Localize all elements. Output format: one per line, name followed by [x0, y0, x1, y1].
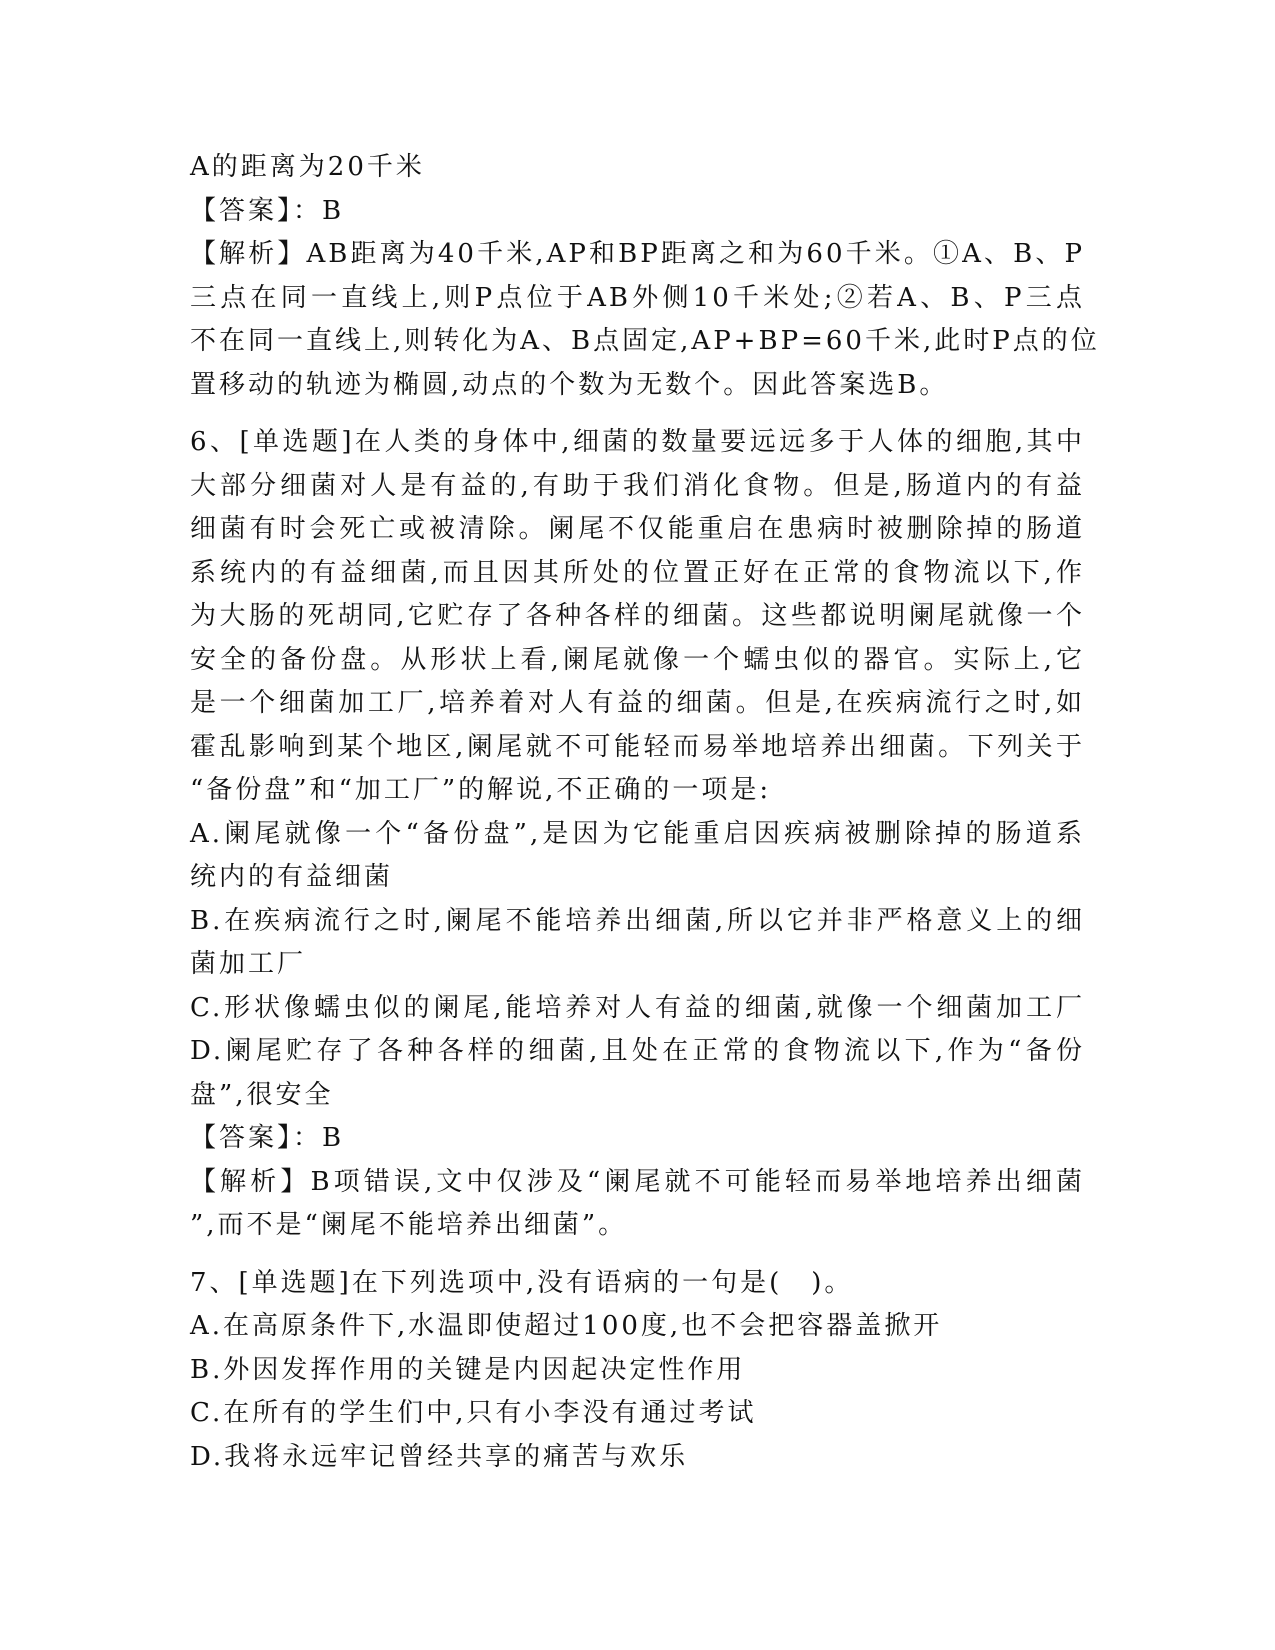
- q6-analysis-line: 【解析】B项错误,文中仅涉及“阑尾就不可能轻而易举地培养出细菌: [190, 1166, 1085, 1197]
- q6-option-d: D.阑尾贮存了各种各样的细菌,且处在正常的食物流以下,作为“备份: [190, 1036, 1085, 1066]
- q5-text-line: A的距离为20千米: [190, 152, 425, 182]
- q6-analysis-line: ”,而不是“阑尾不能培养出细菌”。: [190, 1210, 628, 1240]
- q6-stem-line: 系统内的有益细菌,而且因其所处的位置正好在正常的食物流以下,作: [190, 557, 1085, 588]
- q6-option-b-cont: 菌加工厂: [190, 949, 307, 979]
- q5-analysis-line: 置移动的轨迹为椭圆,动点的个数为无数个。因此答案选B。: [190, 369, 949, 400]
- q7-option-d: D.我将永远牢记曾经共享的痛苦与欢乐: [190, 1441, 689, 1472]
- question-6: [190, 421, 1085, 1248]
- q6-answer: 【答案】：B: [190, 1123, 345, 1153]
- q6-option-d-cont: 盘”,很安全: [190, 1079, 334, 1110]
- q6-stem-line: 是一个细菌加工厂,培养着对人有益的细菌。但是,在疾病流行之时,如: [190, 688, 1085, 718]
- question-7: [190, 1262, 1085, 1480]
- q7-option-c: C.在所有的学生们中,只有小李没有通过考试: [190, 1398, 757, 1428]
- q6-stem-line: 6、[单选题]在人类的身体中,细菌的数量要远远多于人体的细胞,其中: [190, 427, 1085, 457]
- section-gap: [190, 407, 1085, 421]
- q5-analysis-line: 不在同一直线上,则转化为A、B点固定,AP+BP=60千米,此时P点的位: [190, 326, 1100, 356]
- q5-answer: 【答案】：B: [190, 195, 345, 226]
- q6-stem-line: 细菌有时会死亡或被清除。阑尾不仅能重启在患病时被删除掉的肠道: [190, 514, 1085, 544]
- q5-analysis-line: 三点在同一直线上,则P点位于AB外侧10千米处;②若A、B、P三点: [190, 282, 1085, 313]
- q6-stem-line: “备份盘”和“加工厂”的解说,不正确的一项是:: [190, 775, 772, 805]
- section-gap: [190, 1248, 1085, 1262]
- q6-option-b: B.在疾病流行之时,阑尾不能培养出细菌,所以它并非严格意义上的细: [190, 905, 1085, 936]
- q6-stem-line: 大部分细菌对人是有益的,有助于我们消化食物。但是,肠道内的有益: [190, 470, 1085, 501]
- q7-stem: 7、[单选题]在下列选项中,没有语病的一句是( )。: [190, 1267, 854, 1298]
- q6-option-a-cont: 统内的有益细菌: [190, 862, 394, 892]
- q6-stem-line: 霍乱影响到某个地区,阑尾就不可能轻而易举地培养出细菌。下列关于: [190, 731, 1085, 762]
- q6-stem-line: 安全的备份盘。从形状上看,阑尾就像一个蠕虫似的器官。实际上,它: [190, 644, 1085, 675]
- q5-analysis-line: 【解析】AB距离为40千米,AP和BP距离之和为60千米。①A、B、P: [190, 239, 1085, 269]
- q6-option-c: C.形状像蠕虫似的阑尾,能培养对人有益的细菌,就像一个细菌加工厂: [190, 992, 1085, 1023]
- document-page: [190, 146, 1100, 1479]
- q6-option-a: A.阑尾就像一个“备份盘”,是因为它能重启因疾病被删除掉的肠道系: [190, 818, 1085, 849]
- question-5-tail: [190, 146, 1100, 407]
- q6-stem-line: 为大肠的死胡同,它贮存了各种各样的细菌。这些都说明阑尾就像一个: [190, 601, 1085, 631]
- q7-option-b: B.外因发挥作用的关键是内因起决定性作用: [190, 1354, 746, 1385]
- q7-option-a: A.在高原条件下,水温即使超过100度,也不会把容器盖掀开: [190, 1311, 943, 1341]
